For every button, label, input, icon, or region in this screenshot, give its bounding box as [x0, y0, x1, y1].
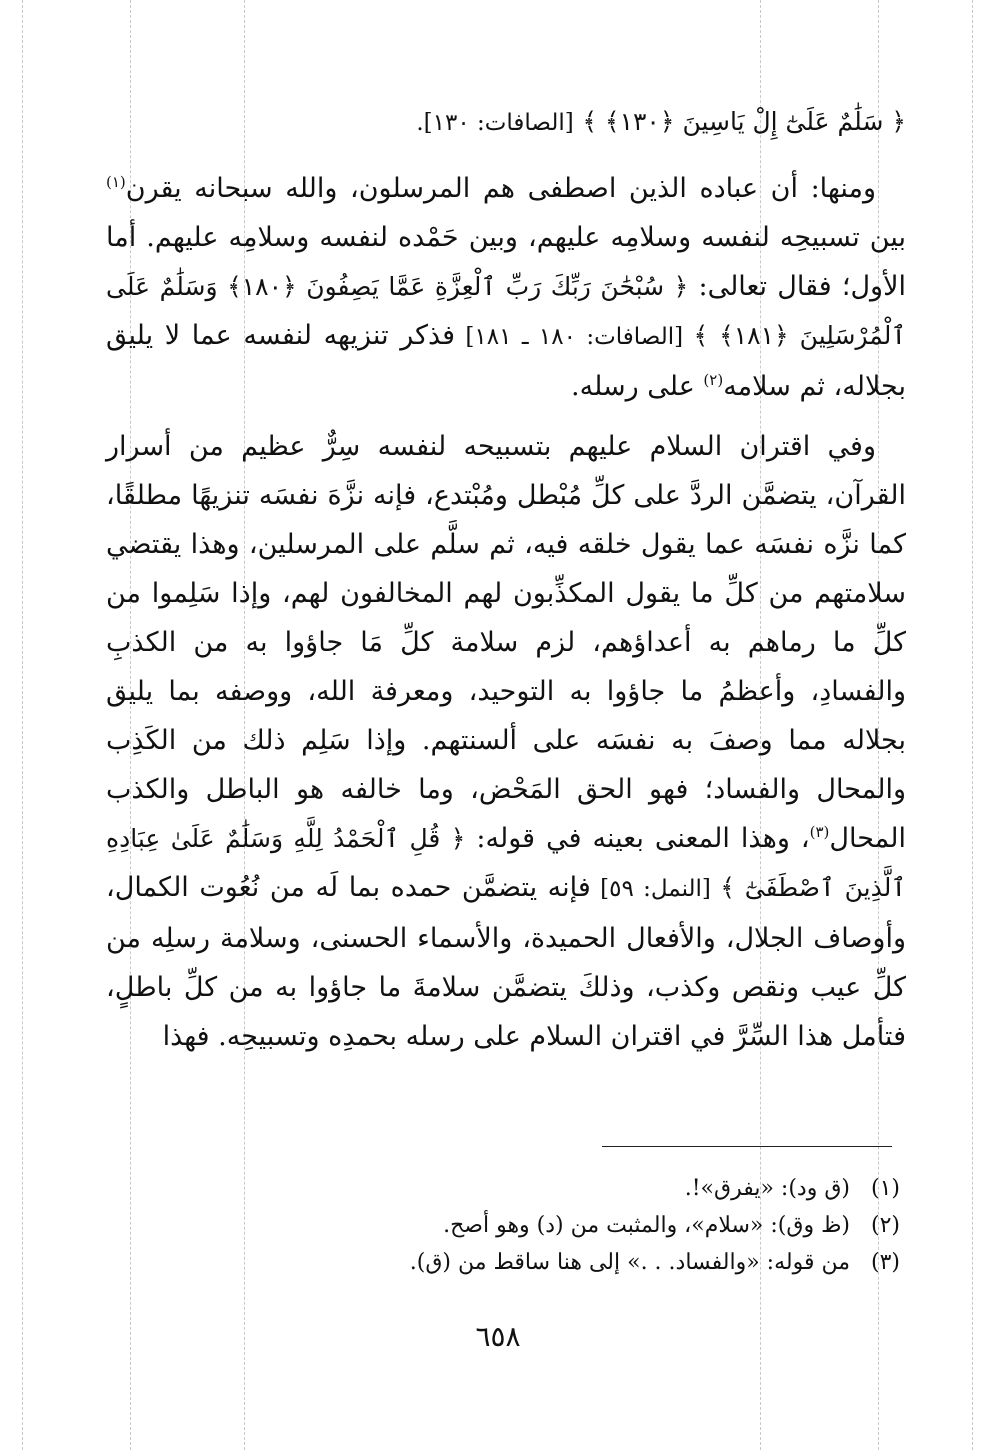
body-text: وفي اقتران السلام عليهم بتسبيحه لنفسه سِرٌّ عظيم من أسرار القرآن، يتضمَّن الردَّ على كلِّ مُبْطل ومُبْتدع، فإنه نزَّهَ نفسَه تنزيهًا مطلقًا، كما نزَّه نفسَه عما يقول خلقه فيه، ثم سلَّم على المرسلين، وهذا يقتضي سلامتهم من كلِّ ما يقول المكذِّبون لهم المخالفون لهم، وإذا سَلِموا من كلِّ ما رماهم به أعداؤهم، لزم سلامة كلِّ مَا جاؤوا به من الكذبِ والفسادِ، وأعظمُ ما جاؤوا به التوحيد، ومعرفة الله، ووصفه بما يليق بجلاله مما وصفَ به نفسَه على ألسنتهم. وإذا سَلِم ذلك من الكَذِب والمحال والفساد؛ فهو الحق المَحْض، وما خالفه هو الباطل والكذب المحال — [106, 431, 906, 854]
scan-guide-line — [972, 0, 973, 1450]
footnote-text: (ق ود): «يفرق»!. — [684, 1176, 850, 1201]
quran-verse: ﴿ سُبْحَٰنَ رَبِّكَ رَبِّ ٱلْعِزَّةِ عَمَّا يَصِفُونَ ﴿١٨٠﴾ وَسَلَٰمٌ عَلَى ٱلْمُرْسَلِينَ ﴿١٨١﴾ ﴾ — [106, 272, 906, 350]
footnote-text: (ظ وق): «سلام»، والمثبت من (د) وهو أصح. — [443, 1213, 850, 1238]
footnote-3 — [100, 1244, 900, 1281]
footnotes — [100, 1170, 900, 1281]
verse-citation: [النمل: ٥٩] — [590, 876, 721, 902]
footnote-reference: (١) — [106, 173, 126, 191]
body-text: بين تسبيحِه لنفسه وسلامِه عليهم، وبين حَمْده لنفسه وسلامِه عليهم. أما الأول؛ فقال تعالى: — [106, 222, 906, 302]
footnote-reference: (٢) — [703, 371, 724, 389]
footnote-reference: (٣) — [809, 823, 830, 841]
quran-verse: ﴿ قُلِ ٱلْحَمْدُ لِلَّهِ وَسَلَٰمٌ عَلَىٰ عِبَادِهِ ٱلَّذِينَ ٱصْطَفَىٰٓ ﴾ — [106, 824, 906, 902]
paragraph-1 — [106, 164, 906, 411]
verse-citation: [الصافات: ١٣٠]. — [416, 110, 574, 136]
footnote-separator — [602, 1146, 892, 1147]
footnote-1 — [100, 1170, 900, 1207]
footnote-2 — [100, 1207, 900, 1244]
footnote-number: (٢) — [870, 1213, 900, 1238]
paragraph-2 — [106, 422, 906, 1061]
footnote-number: (٣) — [870, 1250, 900, 1275]
body-text: ومنها: أن عباده الذين اصطفى هم المرسلون، والله سبحانه يقرن — [125, 173, 876, 204]
verse-citation: [الصافات: ١٨٠ ـ ١٨١] — [455, 324, 694, 350]
body-text: فذكر تنزيهه لنفسه عما لا يليق بجلاله، ثم سلامه — [106, 320, 906, 402]
body-text: على رسله. — [571, 371, 704, 402]
opening-verse-line — [106, 100, 906, 145]
footnote-number: (١) — [870, 1176, 900, 1201]
footnote-text: من قوله: «والفساد. . .» إلى هنا ساقط من (ق). — [409, 1250, 850, 1275]
scan-guide-line — [22, 0, 23, 1450]
page-number: ٦٥٨ — [475, 1320, 521, 1353]
body-text: فإنه يتضمَّن حمده بما لَه من نُعُوت الكمال، وأوصاف الجلال، والأفعال الحميدة، والأسماء الحسنى، وسلامة رسلِه من كلِّ عيب ونقص وكذب، وذلكَ يتضمَّن سلامةَ ما جاؤوا به من كلِّ باطلٍ، فتأمل هذا السِّرَّ في اقتران السلام على رسله بحمدِه وتسبيحِه. فهذا — [106, 872, 906, 1052]
body-text: ، وهذا المعنى بعينه في قوله: — [465, 823, 810, 854]
quran-verse: ﴿ سَلَٰمٌ عَلَىٰٓ إِلْ يَاسِينَ ﴿١٣٠﴾ ﴾ — [582, 107, 906, 136]
